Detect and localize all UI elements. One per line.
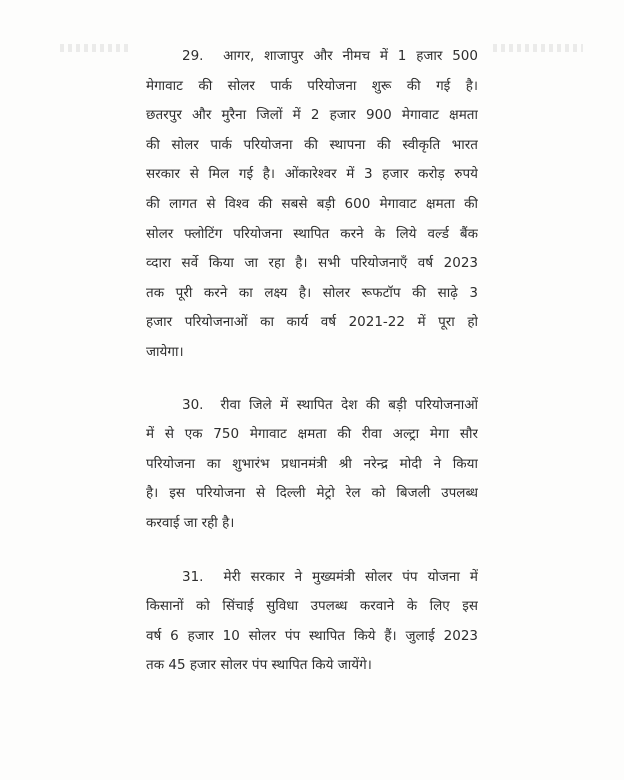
paragraph-line: छतरपुर और मुरैना जिलों में 2 हजार 900 मेगावाट क्षमता: [146, 107, 478, 124]
paragraph-line: में से एक 750 मेगावाट क्षमता की रीवा अल्ट्रा मेगा सौर: [146, 426, 478, 443]
paragraph-line: परियोजना का शुभारंभ प्रधानमंत्री श्री नरेन्द्र मोदी ने किया: [146, 455, 478, 472]
paragraph-number: 30.: [182, 396, 204, 413]
paragraph-line: हजार परियोजनाओं का कार्य वर्ष 2021-22 में पूरा हो: [146, 314, 478, 331]
paragraph-number: 29.: [182, 48, 204, 64]
paragraph-line: है। इस परियोजना से दिल्ली मेट्रो रेल को बिजली उपलब्ध: [146, 485, 478, 502]
page-content: [146, 42, 478, 681]
paragraph-line: तक 45 हजार सोलर पंप स्थापित किये जायेंगे।: [146, 657, 372, 674]
paragraph-31: [146, 563, 478, 681]
paragraph-line: जायेगा।: [146, 343, 184, 360]
paragraph-line: 31. मेरी सरकार ने मुख्यमंत्री सोलर पंप योजना में: [182, 568, 478, 585]
paragraph-line: 29. आगर, शाजापुर और नीमच में 1 हजार 500: [182, 48, 478, 64]
paragraph-line: की सोलर पार्क परियोजना की स्थापना की स्वीकृति भारत: [146, 136, 478, 153]
paragraph-30: [146, 391, 478, 539]
paragraph-line: करवाई जा रही है।: [146, 514, 235, 531]
paragraph-line: वर्ष 6 हजार 10 सोलर पंप स्थापित किये हैं। जुलाई 2023: [146, 627, 478, 644]
scan-artifact-right: [493, 44, 583, 52]
paragraph-number: 31.: [182, 568, 204, 585]
paragraph-line: व्दारा सर्वे किया जा रहा है। सभी परियोजनाएँ वर्ष 2023: [146, 255, 478, 272]
paragraph-29: [146, 42, 478, 368]
paragraph-line: सरकार से मिल गई है। ओंकारेश्वर में 3 हजार करोड़ रुपये: [146, 166, 478, 183]
scan-artifact-left: [60, 44, 130, 52]
paragraph-line: 30. रीवा जिले में स्थापित देश की बड़ी परियोजनाओं: [182, 396, 478, 413]
paragraph-line: मेगावाट की सोलर पार्क परियोजना शुरू की गई है।: [146, 77, 478, 94]
paragraph-line: तक पूरी करने का लक्ष्य है। सोलर रूफटॉप की साढ़े 3: [146, 284, 478, 301]
paragraph-line: की लागत से विश्व की सबसे बड़ी 600 मेगावाट क्षमता की: [146, 195, 478, 212]
paragraph-line: सोलर फ्लोटिंग परियोजना स्थापित करने के लिये वर्ल्ड बैंक: [146, 225, 478, 242]
paragraph-line: किसानों को सिंचाई सुविधा उपलब्ध करवाने के लिए इस: [146, 598, 478, 615]
